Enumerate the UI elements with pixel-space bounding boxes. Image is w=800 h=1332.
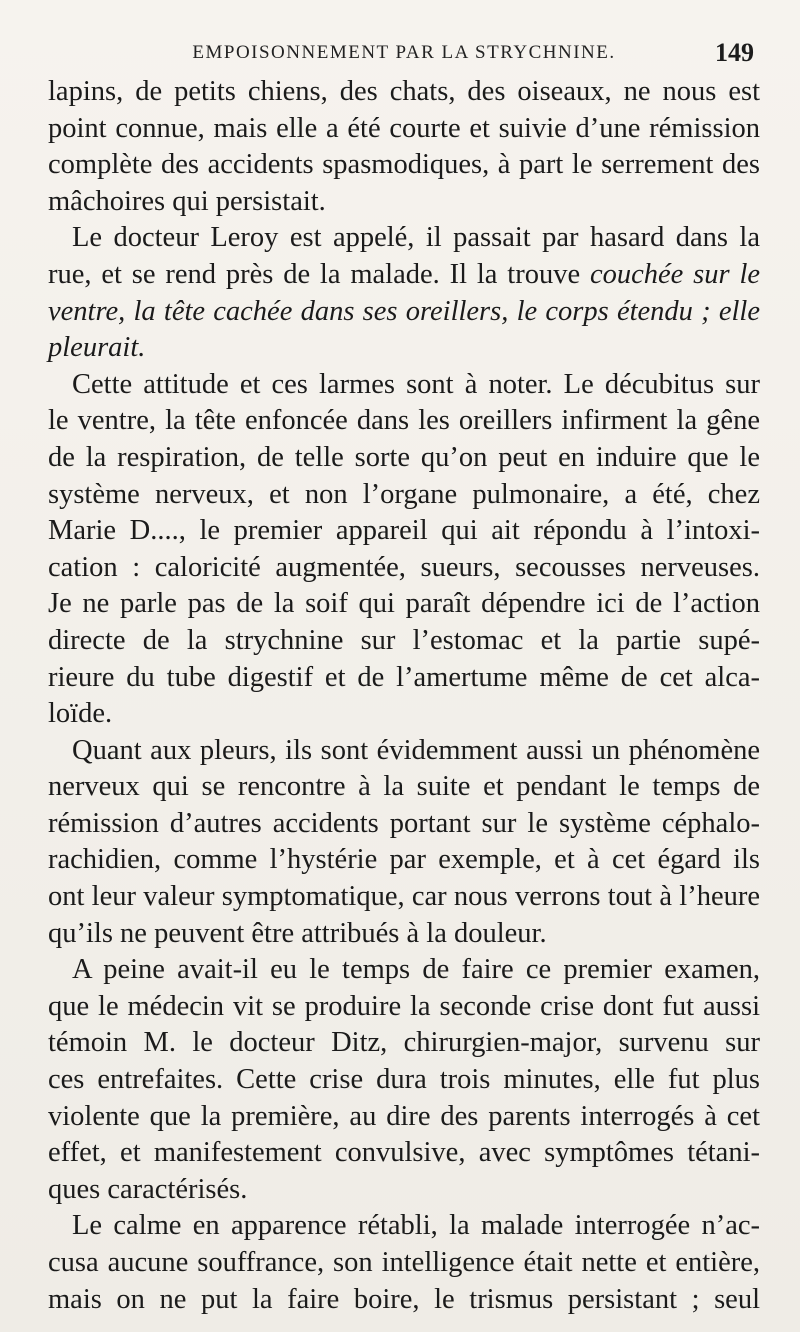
italic-line: ventre, la tête cachée dans ses oreillers, le corps étendu ; elle bbox=[48, 295, 760, 327]
text-line: le ventre, la tête enfoncée dans les oreillers infirment la gêne bbox=[48, 405, 760, 437]
page-number: 149 bbox=[715, 38, 754, 67]
text-line: mais on ne put la faire boire, le trismus persistant ; seul bbox=[48, 1283, 760, 1315]
text-line: Marie D...., le premier appareil qui ait répondu à l’intoxi- bbox=[48, 515, 760, 547]
italic-line: pleurait. bbox=[48, 332, 146, 364]
running-title: EMPOISONNEMENT PAR LA STRYCHNINE. bbox=[192, 42, 616, 63]
text-line: qu’ils ne peuvent être attribués à la douleur. bbox=[48, 917, 547, 949]
text-line: effet, et manifestement convulsive, avec symptômes tétani- bbox=[48, 1137, 760, 1169]
text-line: système nerveux, et non l’organe pulmonaire, a été, chez bbox=[48, 478, 760, 510]
text-line: Je ne parle pas de la soif qui paraît dépendre ici de l’action bbox=[48, 588, 760, 620]
text-line: que le médecin vit se produire la seconde crise dont fut aussi bbox=[48, 990, 760, 1022]
text-line: A peine avait-il eu le temps de faire ce premier examen, bbox=[72, 954, 760, 986]
text-line: rémission d’autres accidents portant sur le système céphalo- bbox=[48, 807, 760, 839]
text-line: rachidien, comme l’hystérie par exemple, et à cet égard ils bbox=[48, 844, 760, 876]
text-line: loïde. bbox=[48, 698, 113, 730]
text-line: violente que la première, au dire des parents interrogés à cet bbox=[48, 1100, 760, 1132]
text-line: de la respiration, de telle sorte qu’on peut en induire que le bbox=[48, 441, 760, 473]
italic-segment: couchée sur le bbox=[589, 258, 761, 290]
page-header bbox=[48, 38, 760, 72]
text-line: nerveux qui se rencontre à la suite et pendant le temps de bbox=[48, 771, 760, 803]
text-segment: rue, et se rend près de la malade. Il la trouve bbox=[48, 258, 581, 290]
text-line: ont leur valeur symptomatique, car nous verrons tout à l’heure bbox=[48, 881, 760, 913]
text-line: directe de la strychnine sur l’estomac et la partie supé- bbox=[48, 624, 760, 656]
text-line: Le docteur Leroy est appelé, il passait par hasard dans la bbox=[72, 222, 760, 254]
text-line: cation : caloricité augmentée, sueurs, secousses nerveuses. bbox=[48, 551, 760, 583]
text-line: rieure du tube digestif et de l’amertume même de cet alca- bbox=[48, 661, 760, 693]
text-line: témoin M. le docteur Ditz, chirurgien-major, survenu sur bbox=[48, 1027, 760, 1059]
text-line: ques caractérisés. bbox=[48, 1173, 248, 1205]
text-line: Le calme en apparence rétabli, la malade interrogée n’ac- bbox=[72, 1210, 760, 1242]
text-line: lapins, de petits chiens, des chats, des oiseaux, ne nous est bbox=[48, 76, 760, 107]
text-line: complète des accidents spasmodiques, à part le serrement des bbox=[48, 149, 760, 181]
body-text bbox=[48, 74, 760, 1318]
text-line-mixed bbox=[48, 257, 760, 294]
text-line: point connue, mais elle a été courte et suivie d’une rémission bbox=[48, 112, 760, 144]
text-line: ces entrefaites. Cette crise dura trois minutes, elle fut plus bbox=[48, 1064, 760, 1096]
text-line: Cette attitude et ces larmes sont à noter. Le décubitus sur bbox=[72, 368, 760, 400]
text-line: mâchoires qui persistait. bbox=[48, 185, 326, 217]
text-line: cusa aucune souffrance, son intelligence était nette et entière, bbox=[48, 1247, 760, 1278]
text-line: Quant aux pleurs, ils sont évidemment aussi un phénomène bbox=[72, 734, 760, 766]
